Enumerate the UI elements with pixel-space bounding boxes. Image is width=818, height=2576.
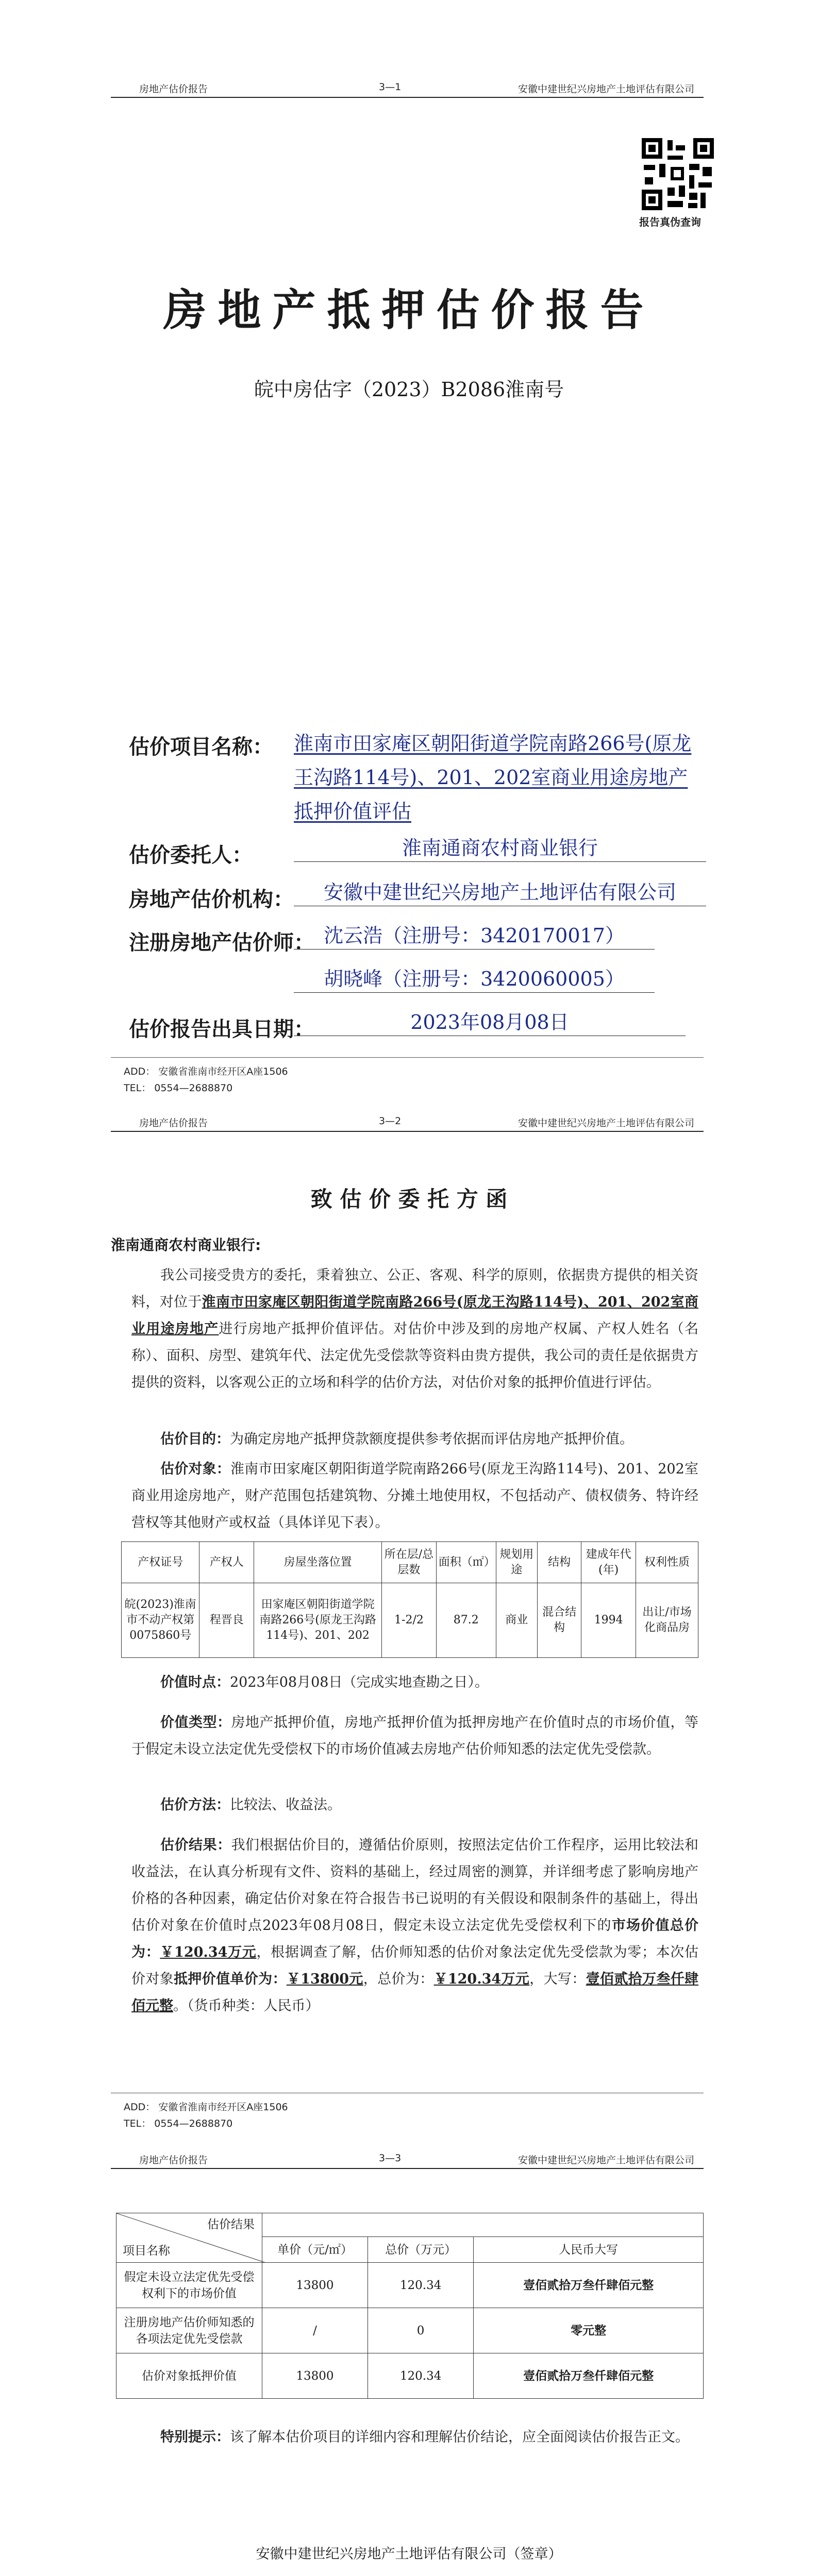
header-rule xyxy=(111,97,704,98)
valuation-method: 估价方法：比较法、收益法。 xyxy=(160,1797,341,1813)
signature-company: 安徽中建世纪兴房地产土地评估有限公司（签章） xyxy=(256,2546,562,2562)
project-name-value: 淮南市田家庵区朝阳街道学院南路266号(原龙王沟路114号)、201、202室商业用途房地产抵押价值评估 xyxy=(294,732,692,823)
appraiser-label: 注册房地产估价师： xyxy=(129,931,314,955)
letter-title: 致 估 价 委 托 方 函 xyxy=(310,1187,508,1212)
header-page: 3—2 xyxy=(379,1115,402,1127)
value-date: 价值时点：2023年08月08日（完成实地查勘之日）。 xyxy=(160,1674,489,1690)
report-number: 皖中房估字（2023）B2086淮南号 xyxy=(254,378,564,401)
footer-rule xyxy=(111,1057,704,1058)
header-right: 安徽中建世纪兴房地产土地评估有限公司 xyxy=(518,2155,695,2166)
property-table xyxy=(121,1541,698,1658)
valuation-result: 估价结果：我们根据估价目的，遵循估价原则，按照法定估价工作程序，运用比较法和收益法，在认真分析现有文件、资料的基础上，经过周密的测算，并详细考虑了影响房地产价格的各种因素，确定估价对象在符合报告书已说明的有关假设和限制条件的基础上，得出估价对象在价值时点2023年08月08日，假定未设立法定优先受偿权利下的市场价值总价为：￥120.34万元，根据调查了解，估价师知悉的估价对象法定优先受偿款为零；本次估价对象抵押价值单价为：￥13800元，总价为：￥120.34万元，大写：壹佰贰拾万叁仟肆佰元整。（货币种类：人民币） xyxy=(131,1837,699,2014)
footer-address: ADD： 安徽省淮南市经开区A座1506 xyxy=(124,2102,288,2113)
footer-address: ADD： 安徽省淮南市经开区A座1506 xyxy=(124,1066,288,1077)
result-table: 估价结果 项目名称 单价（元/㎡） 总价（万元） 人民币大写 假定未设立法定优先受偿权利下的市场价值 13800 120.34 壹佰贰拾万叁仟肆佰元整 注册房地产估价师知悉的各项法定优先受偿款 / 0 零元整 估价对象抵押价值 13800 120.34 壹佰贰拾万叁仟肆佰元整 xyxy=(116,2213,704,2399)
project-name-label: 估价项目名称： xyxy=(129,735,273,759)
client-value: 淮南通商农村商业银行 xyxy=(294,835,706,862)
table-row: 假定未设立法定优先受偿权利下的市场价值 13800 120.34 壹佰贰拾万叁仟肆佰元整 xyxy=(116,2263,704,2308)
footer-tel: TEL： 0554—2688870 xyxy=(124,2118,233,2129)
table-row: 估价对象抵押价值 13800 120.34 壹佰贰拾万叁仟肆佰元整 xyxy=(116,2353,704,2399)
report-title: 房地产抵押估价报告 xyxy=(163,284,655,335)
agency-value: 安徽中建世纪兴房地产土地评估有限公司 xyxy=(294,879,706,906)
table-row: 皖(2023)淮南市不动产权第0075860号 程晋良 田家庵区朝阳街道学院南路266号(原龙王沟路114号)、201、202 1-2/2 87.2 商业 混合结构 1994 出让/市场化商品房 xyxy=(122,1583,698,1658)
special-note: 特别提示：该了解本估价项目的详细内容和理解估价结论，应全面阅读估价报告正文。 xyxy=(160,2429,689,2445)
signature-representative xyxy=(392,2572,503,2576)
letter-addressee: 淮南通商农村商业银行: xyxy=(111,1236,261,1253)
header-page: 3—1 xyxy=(379,81,402,93)
valuation-purpose: 估价目的：为确定房地产抵押贷款额度提供参考依据而评估房地产抵押价值。 xyxy=(160,1431,633,1447)
qr-caption: 报告真伪查询 xyxy=(639,216,701,228)
footer-tel: TEL： 0554—2688870 xyxy=(124,1082,233,1094)
header-left: 房地产估价报告 xyxy=(139,83,208,95)
appraiser-2-value: 胡晓峰（注册号：3420060005） xyxy=(294,965,655,993)
header-right: 安徽中建世纪兴房地产土地评估有限公司 xyxy=(518,1117,695,1129)
qr-code xyxy=(642,138,714,210)
result-table-corner: 估价结果 项目名称 xyxy=(116,2213,262,2263)
valuation-object: 估价对象：淮南市田家庵区朝阳街道学院南路266号(原龙王沟路114号)、201、202室商业用途房地产，财产范围包括建筑物、分摊土地使用权，不包括动产、债权债务、特许经营权等其他财产或权益（具体详见下表）。 xyxy=(131,1461,698,1531)
value-type: 价值类型：房地产抵押价值，房地产抵押价值为抵押房地产在价值时点的市场价值，等于假定未设立法定优先受偿权下的市场价值减去房地产估价师知悉的法定优先受偿款。 xyxy=(131,1715,699,1757)
property-table-header: 产权证号 产权人 房屋坐落位置 所在层/总层数 面积（㎡） 规划用途 结构 建成年代(年) 权利性质 xyxy=(122,1542,698,1583)
header-left: 房地产估价报告 xyxy=(139,2155,208,2166)
issue-date-label: 估价报告出具日期： xyxy=(129,1018,314,1041)
appraiser-1-value: 沈云浩（注册号：3420170017） xyxy=(294,922,655,950)
header-page: 3—3 xyxy=(379,2153,402,2164)
client-label: 估价委托人： xyxy=(129,843,253,867)
header-rule xyxy=(111,1131,704,1132)
issue-date-value: 2023年08月08日 xyxy=(294,1009,686,1036)
letter-intro: 我公司接受贵方的委托，秉着独立、公正、客观、科学的原则，依据贵方提供的相关资料，对位于淮南市田家庵区朝阳街道学院南路266号(原龙王沟路114号)、201、202室商业用途房地产进行房地产抵押价值评估。对估价中涉及到的房地产权属、产权人姓名（名称）、面积、房型、建筑年代、法定优先受偿款等资料由贵方提供，我公司的责任是依据贵方提供的资料，以客观公正的立场和科学的估价方法，对估价对象的抵押价值进行评估。 xyxy=(131,1267,698,1391)
agency-label: 房地产估价机构： xyxy=(129,888,294,911)
header-left: 房地产估价报告 xyxy=(139,1117,208,1129)
table-row: 注册房地产估价师知悉的各项法定优先受偿款 / 0 零元整 xyxy=(116,2308,704,2353)
header-rule xyxy=(111,2168,704,2169)
header-right: 安徽中建世纪兴房地产土地评估有限公司 xyxy=(518,83,695,95)
